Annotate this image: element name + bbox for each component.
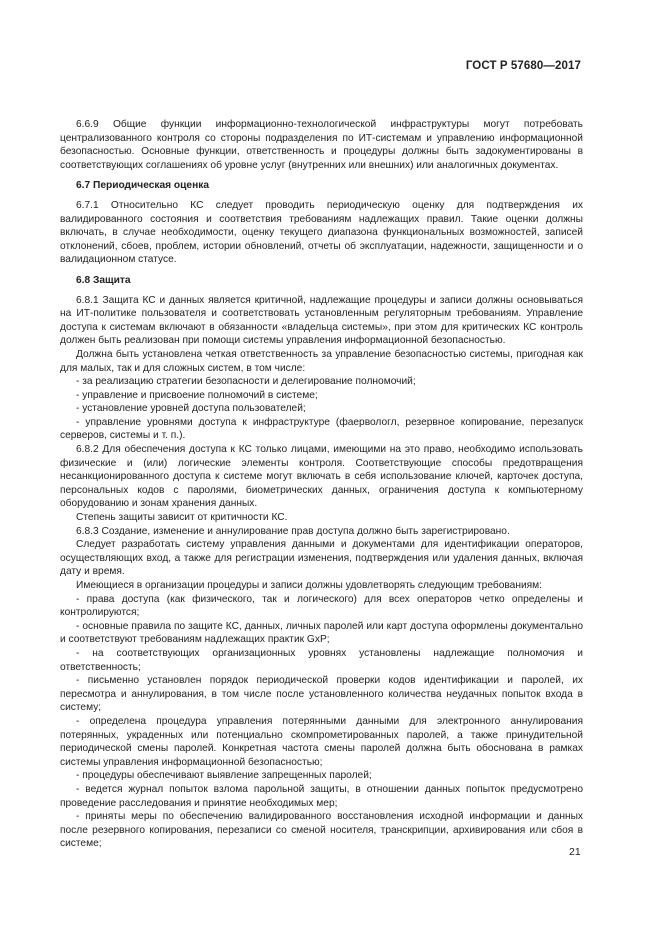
paragraph-protection-degree: Степень защиты зависит от критичности КС. (76, 512, 288, 524)
list-item: - права доступа (как физического, так и логического) для всех операторов четко определены и контролируются; (60, 593, 583, 619)
paragraph-6-7-1: 6.7.1 Относительно КС следует проводить периодическую оценку для подтверждения их валидированного состояния и соответствия требованиям надлежащих правил. Такие оценки должны включать, в случае необходимости, оценку текущего диапазона функциональных возможностей, записей отклонений, сбоев, проблем, истории обновлений, отчеты об эксплуатации, надежности, защищенности и о валидационном статусе. (60, 199, 583, 266)
paragraph-data-management: Следует разработать систему управления данными и документами для идентификации операторов, осуществляющих вход, а также для регистрации изменения, подтверждения или удаления данных, включая дату и время. (60, 539, 583, 578)
list-item: - управление и присвоение полномочий в системе; (76, 389, 318, 401)
page-number: 21 (569, 846, 581, 858)
section-heading-6-7: 6.7 Периодическая оценка (76, 180, 210, 192)
paragraph-6-8-2: 6.8.2 Для обеспечения доступа к КС только лицами, имеющими на это право, необходимо использовать физические и (или) логические элементы контроля. Соответствующие способы предотвращения несанкционированного доступа к системе могут включать в себя использование ключей, карточек доступа, персональных кодов с паролями, биометрических данных, ограничения доступа к компьютерному оборудованию и зонам хранения данных. (60, 444, 583, 510)
list-item: - процедуры обеспечивают выявление запрещенных паролей; (76, 770, 372, 782)
list-item: - управление уровнями доступа к инфраструктуре (фаервологл, резервное копирование, перезапуск серверов, системы и т. п.). (60, 416, 583, 442)
list-item: - установление уровней доступа пользователей; (76, 403, 306, 415)
paragraph-responsibility: Должна быть установлена четкая ответственность за управление безопасностью системы, пригодная как для малых, так и для сложных систем, в том числе: (60, 348, 583, 374)
paragraph-6-6-9: 6.6.9 Общие функции информационно-технологической инфраструктуры могут потребовать централизованного контроля со стороны подразделения по ИТ-системам и управлению информационной безопасностью. Основные функции, ответственность и процедуры должны быть задокументированы в соответствующих соглашениях об уровне услуг (внутренних или внешних) или аналогичных документах. (60, 119, 583, 171)
paragraph-6-8-1: 6.8.1 Защита КС и данных является критичной, надлежащие процедуры и записи должны основываться на ИТ-политике пользователя и соответствовать установленным регуляторным требованиям. Управление доступа к системам включают в обязанности «владельца системы», при этом для критических КС контроль должен быть реализован при помощи системы управления информационной безопасностью. (60, 294, 583, 347)
section-heading-6-8: 6.8 Защита (76, 274, 131, 286)
document-body (60, 118, 583, 851)
list-item: - на соответствующих организационных уровнях установлены надлежащие полномочия и ответственность; (60, 647, 583, 673)
list-item: - основные правила по защите КС, данных, личных паролей или карт доступа оформлены документально и соответствуют требованиям надлежащих практик GxP; (60, 620, 583, 646)
list-item: - за реализацию стратегии безопасности и делегирование полномочий; (76, 376, 416, 388)
list-item: - ведется журнал попыток взлома парольной защиты, в отношении данных попыток предусмотрено проведение расследования и принятие необходимых мер; (60, 783, 583, 809)
paragraph-requirements-intro: Имеющиеся в организации процедуры и записи должны удовлетворять следующим требованиям: (76, 580, 542, 591)
list-item: - приняты меры по обеспечению валидированного восстановления исходной информации и данных после резервного копирования, перезаписи со сменой носителя, транскрипции, архивирования или сбоя в системе; (60, 811, 583, 850)
list-item: - письменно установлен порядок периодической проверки кодов идентификации и паролей, их пересмотра и аннулирования, в том числе после установленного количества неудачных попыток входа в систему; (60, 675, 583, 714)
paragraph-6-8-3: 6.8.3 Создание, изменение и аннулирование прав доступа должно быть зарегистрировано. (76, 525, 510, 537)
list-item: - определена процедура управления потерянными данными для электронного аннулирования потерянных, украденных или потенциально скомпрометированных паролей, а также принудительной периодической смены паролей. Конкретная частота смены паролей должна быть обоснована в рамках системы управления информационной безопасностью; (60, 715, 583, 768)
document-standard-id: ГОСТ Р 57680—2017 (465, 60, 581, 72)
